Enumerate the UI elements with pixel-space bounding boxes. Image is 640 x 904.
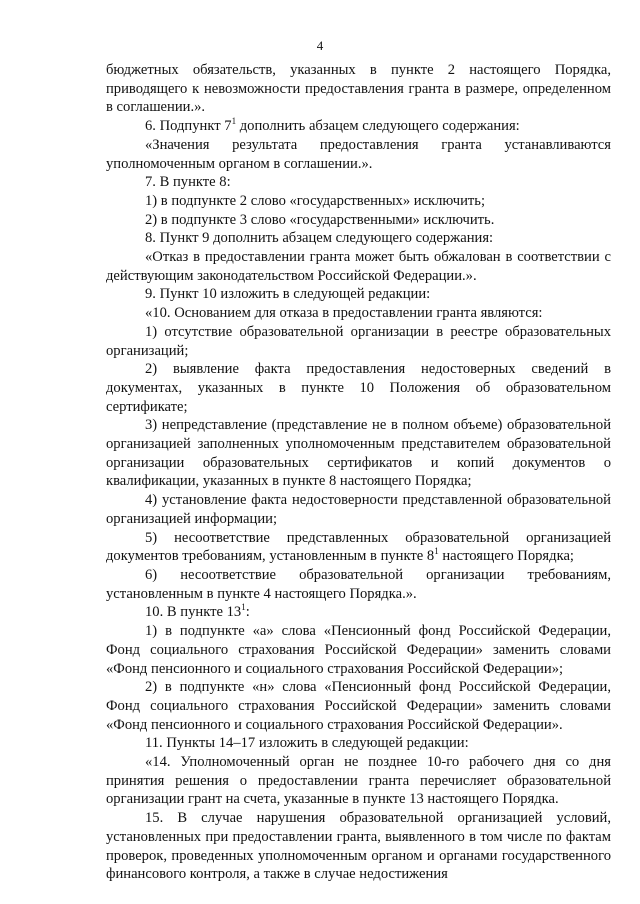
paragraph: 2) в подпункте «н» слова «Пенсионный фонд Российской Федерации, Фонд социального страхования Российской Федерации» заменить словами «Фонд пенсионного и социального страхования Российской Федерации». [106, 679, 611, 733]
text-run: : [245, 604, 250, 621]
paragraph: 9. Пункт 10 изложить в следующей редакции: [145, 286, 431, 303]
superscript: 1 [241, 602, 246, 613]
paragraph [106, 529, 611, 566]
superscript: 1 [231, 116, 237, 127]
paragraph: 1) в подпункте 2 слово «государственных» исключить; [145, 192, 486, 209]
text-run: 6. Подпункт 7 [145, 118, 232, 135]
paragraph: 1) отсутствие образовательной организации в реестре образовательных организаций; [106, 323, 611, 359]
paragraph: 4) установление факта недостоверности представленной образовательной организацией информации; [106, 492, 611, 527]
paragraph: 2) выявление факта предоставления недостоверных сведений в документах, указанных в пункте 10 Положения об образовательном сертификате; [106, 361, 611, 415]
paragraph: «Значения результата предоставления гранта устанавливаются уполномоченным органом в соглашении.». [106, 136, 611, 172]
paragraph [106, 117, 611, 136]
text-run: настоящего Порядка; [438, 548, 574, 565]
paragraph: «10. Основанием для отказа в предоставлении гранта являются: [145, 305, 543, 322]
text-run: 10. В пункте 13 [145, 604, 242, 621]
text-run: дополнить абзацем следующего содержания: [236, 118, 520, 135]
paragraph: 8. Пункт 9 дополнить абзацем следующего содержания: [145, 230, 494, 247]
paragraph: 6) несоответствие образовательной организации требованиям, установленным в пункте 4 настоящего Порядка.». [106, 566, 611, 602]
paragraph [106, 603, 611, 622]
text-run: 5) несоответствие представленных образовательной организацией документов требованиям, установленным в пункте 8 [106, 529, 611, 565]
paragraph: «14. Уполномоченный орган не позднее 10-го рабочего дня со дня принятия решения о предоставлении гранта перечисляет образовательной организации грант на счета, указанные в пункте 13 настоящего Порядка. [106, 754, 611, 808]
paragraph: 2) в подпункте 3 слово «государственными» исключить. [145, 211, 495, 228]
paragraph: 3) непредставление (представление не в полном объеме) образовательной организацией заполненных уполномоченным представителем образовательной организации образовательных сертификатов и копий документов о квалификации, указанных в пункте 8 настоящего Порядка; [106, 417, 611, 490]
paragraph: бюджетных обязательств, указанных в пункте 2 настоящего Порядка, приводящего к невозможности предоставления гранта в размере, определенном в соглашении.». [106, 62, 611, 116]
paragraph: 7. В пункте 8: [145, 174, 231, 191]
paragraph: 1) в подпункте «а» слова «Пенсионный фонд Российской Федерации, Фонд социального страхования Российской Федерации» заменить словами «Фонд пенсионного и социального страхования Российской Федерации»; [106, 623, 611, 677]
superscript: 1 [434, 546, 439, 557]
document-body [106, 61, 611, 884]
paragraph: 15. В случае нарушения образовательной организацией условий, установленных при предоставлении гранта, выявленного в том числе по фактам проверок, проведенных уполномоченным органом и органами государственного финансового контроля, а также в случае недостижения [106, 810, 611, 883]
page-number: 4 [316, 38, 324, 53]
paragraph: «Отказ в предоставлении гранта может быть обжалован в соответствии с действующим законодательством Российской Федерации.». [106, 249, 611, 284]
paragraph: 11. Пункты 14–17 изложить в следующей редакции: [145, 735, 469, 752]
